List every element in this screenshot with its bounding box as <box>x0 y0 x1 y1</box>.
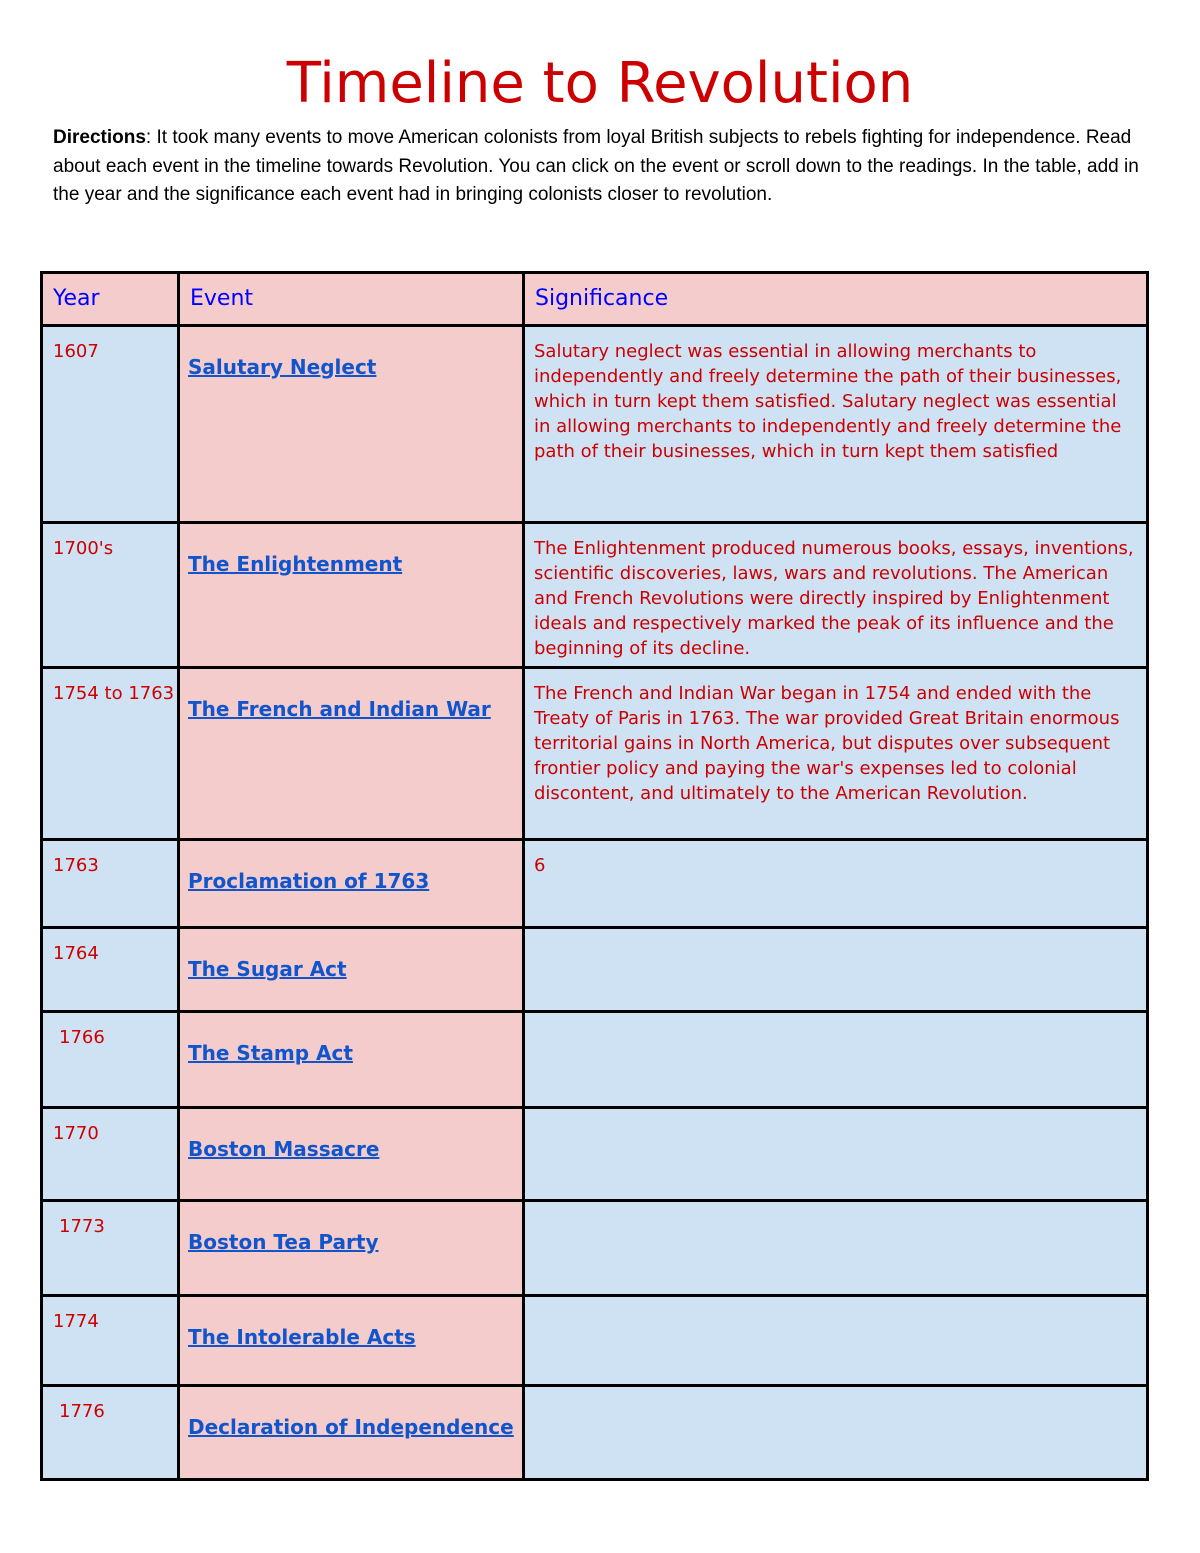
event-cell <box>179 1108 524 1201</box>
table-row <box>42 1386 1148 1480</box>
year-cell[interactable]: 1770 <box>42 1108 179 1201</box>
table-row <box>42 928 1148 1012</box>
significance-cell[interactable]: The French and Indian War began in 1754 and ended with the Treaty of Paris in 1763. The war provided Great Britain enormous territorial gains in North America, but disputes over subsequent frontier policy and paying the war's expenses led to colonial discontent, and ultimately to the American Revolution. <box>524 668 1148 840</box>
timeline-table <box>40 271 1149 1481</box>
year-cell[interactable]: 1763 <box>42 840 179 928</box>
table-row <box>42 1296 1148 1386</box>
table-row <box>42 1201 1148 1296</box>
significance-cell[interactable]: 6 <box>524 840 1148 928</box>
event-link[interactable]: The Enlightenment <box>188 552 403 576</box>
event-cell <box>179 1296 524 1386</box>
significance-cell[interactable]: The Enlightenment produced numerous books, essays, inventions, scientific discoveries, laws, wars and revolutions. The American and French Revolutions were directly inspired by Enlightenment ideals and respectively marked the peak of its influence and the beginning of its decline. <box>524 523 1148 668</box>
page-title: Timeline to Revolution <box>286 51 914 116</box>
table-header-row <box>42 273 1148 326</box>
event-link[interactable]: The Sugar Act <box>188 957 347 981</box>
significance-cell[interactable] <box>524 928 1148 1012</box>
event-cell <box>179 840 524 928</box>
directions-text: : It took many events to move American colonists from loyal British subjects to rebels fighting for independence. Read about each event in the timeline towards Revolution. You can click on the event or scroll down to the readings. In the table, add in the year and the significance each event had in bringing colonists closer to revolution. <box>53 127 1139 205</box>
event-cell <box>179 668 524 840</box>
event-link[interactable]: The Intolerable Acts <box>188 1325 416 1349</box>
event-cell <box>179 928 524 1012</box>
significance-cell[interactable] <box>524 1201 1148 1296</box>
year-cell[interactable]: 1764 <box>42 928 179 1012</box>
event-link[interactable]: Boston Tea Party <box>188 1230 379 1254</box>
event-cell <box>179 1386 524 1480</box>
table-row <box>42 1108 1148 1201</box>
year-cell[interactable]: 1776 <box>42 1386 179 1480</box>
significance-cell[interactable] <box>524 1012 1148 1108</box>
year-cell[interactable]: 1754 to 1763 <box>42 668 179 840</box>
event-link[interactable]: The French and Indian War <box>188 697 491 721</box>
significance-cell[interactable] <box>524 1386 1148 1480</box>
directions-paragraph <box>53 124 1163 210</box>
significance-cell[interactable]: Salutary neglect was essential in allowing merchants to independently and freely determine the path of their businesses, which in turn kept them satisfied. Salutary neglect was essential in allowing merchants to independently and freely determine the path of their businesses, which in turn kept them satisfied <box>524 326 1148 523</box>
event-link[interactable]: The Stamp Act <box>188 1041 353 1065</box>
header-year: Year <box>42 273 179 326</box>
event-link[interactable]: Proclamation of 1763 <box>188 869 430 893</box>
table-row <box>42 668 1148 840</box>
table-row <box>42 840 1148 928</box>
year-cell[interactable]: 1607 <box>42 326 179 523</box>
event-cell <box>179 523 524 668</box>
significance-cell[interactable] <box>524 1296 1148 1386</box>
header-event: Event <box>179 273 524 326</box>
year-cell[interactable]: 1774 <box>42 1296 179 1386</box>
event-cell <box>179 1012 524 1108</box>
year-cell[interactable]: 1773 <box>42 1201 179 1296</box>
year-cell[interactable]: 1700's <box>42 523 179 668</box>
event-link[interactable]: Declaration of Independence <box>188 1415 514 1439</box>
significance-cell[interactable] <box>524 1108 1148 1201</box>
header-significance: Significance <box>524 273 1148 326</box>
table-row <box>42 523 1148 668</box>
event-link[interactable]: Salutary Neglect <box>188 355 377 379</box>
year-cell[interactable]: 1766 <box>42 1012 179 1108</box>
table-row <box>42 1012 1148 1108</box>
directions-label: Directions <box>53 127 146 148</box>
event-cell <box>179 1201 524 1296</box>
table-row <box>42 326 1148 523</box>
event-link[interactable]: Boston Massacre <box>188 1137 380 1161</box>
event-cell <box>179 326 524 523</box>
